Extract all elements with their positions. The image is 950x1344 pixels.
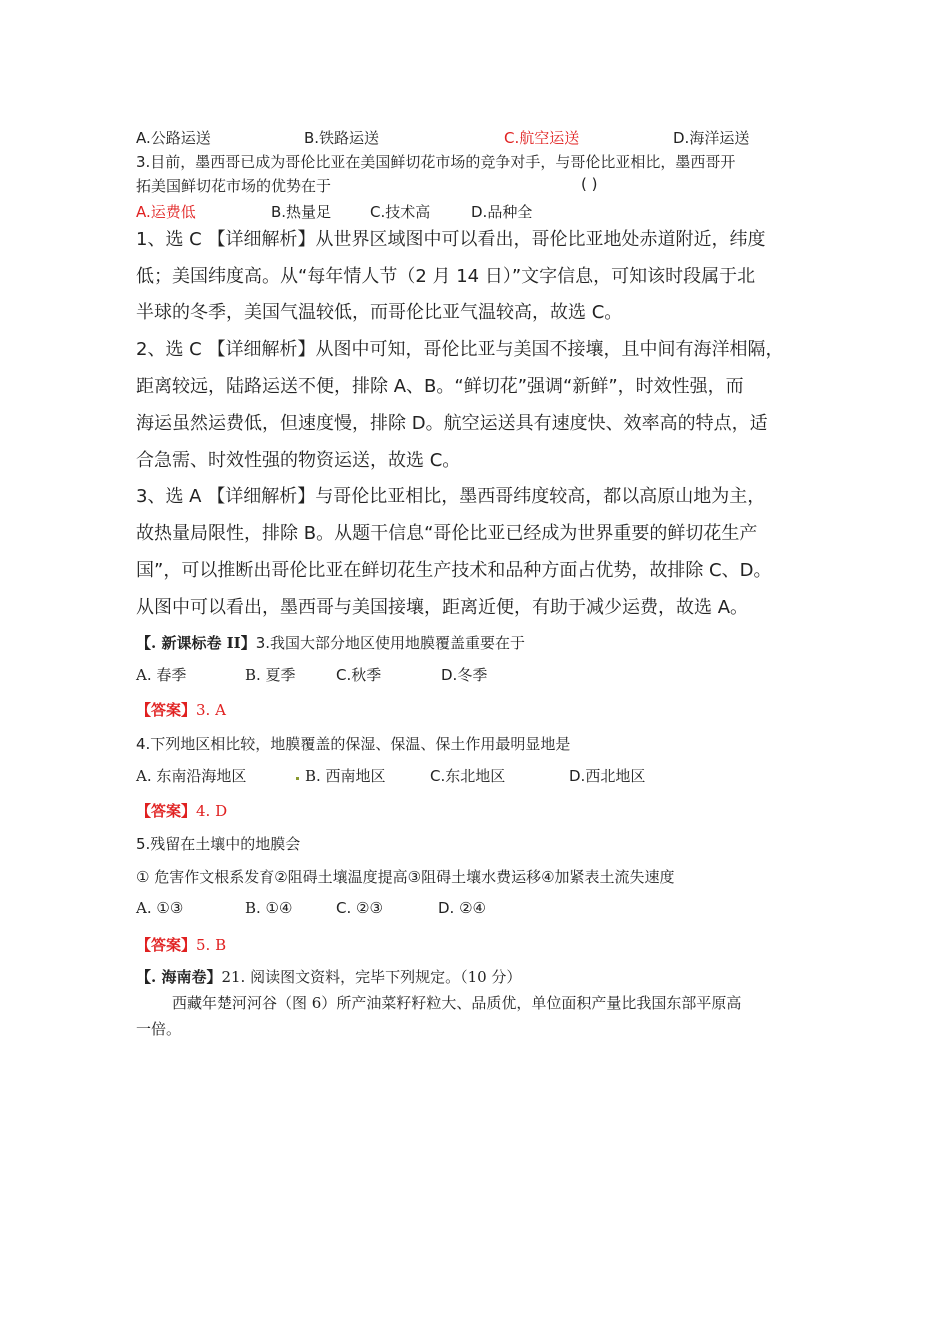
answer-value: 5. B bbox=[196, 936, 227, 954]
q2-option-b: B.铁路运送 bbox=[304, 129, 380, 147]
answer-value: 3. A bbox=[196, 701, 226, 719]
explanation-1-line3: 半球的冬季，美国气温较低，而哥伦比亚气温较高，故选 C。 bbox=[136, 302, 623, 323]
question-5-stem: 5.残留在土壤中的地膜会 bbox=[136, 835, 301, 853]
nq-option-d: D.冬季 bbox=[441, 666, 488, 684]
q4-option-a: A. 东南沿海地区 bbox=[136, 767, 247, 785]
explanation-2-line4: 合急需、时效性强的物资运送，故选 C。 bbox=[136, 450, 461, 471]
q3-stem-line2: 拓美国鲜切花市场的优势在于 bbox=[136, 177, 332, 195]
section-source-label: 【. 海南卷】 bbox=[136, 968, 222, 986]
q5-option-a: A. ①③ bbox=[136, 899, 184, 917]
stray-dot bbox=[296, 777, 299, 780]
nq-option-a: A. 春季 bbox=[136, 666, 187, 684]
q3-option-a: A.运费低 bbox=[136, 203, 196, 221]
answer-label: 【答案】 bbox=[136, 701, 197, 719]
q3-answer-paren: ( ) bbox=[581, 175, 598, 193]
question-4-stem: 4.下列地区相比较，地膜覆盖的保湿、保温、保土作用最明显地是 bbox=[136, 735, 571, 753]
q2-option-a: A.公路运送 bbox=[136, 129, 211, 147]
explanation-3-line3: 国”，可以推断出哥伦比亚在鲜切花生产技术和品种方面占优势，故排除 C、D。 bbox=[136, 560, 772, 581]
q3-option-c: C.技术高 bbox=[370, 203, 431, 221]
q2-option-c: C.航空运送 bbox=[504, 129, 580, 147]
q4-option-d: D.西北地区 bbox=[569, 767, 646, 785]
explanation-1-line1: 1、选 C 【详细解析】从世界区域图中可以看出，哥伦比亚地处赤道附近，纬度 bbox=[136, 229, 766, 250]
section-source-label: 【. 新课标卷 II】 bbox=[136, 634, 256, 652]
nq-option-b: B. 夏季 bbox=[245, 666, 296, 684]
q5-option-d: D. ②④ bbox=[438, 899, 486, 917]
q5-option-c: C. ②③ bbox=[336, 899, 383, 917]
answer-5 bbox=[136, 934, 226, 955]
section-heading-new-curriculum bbox=[136, 632, 525, 653]
explanation-2-line2: 距离较远，陆路运送不便，排除 A、B。“鲜切花”强调“新鲜”，时效性强，而 bbox=[136, 376, 744, 397]
q4-option-b: B. 西南地区 bbox=[305, 767, 386, 785]
answer-4 bbox=[136, 800, 227, 821]
section-heading-hainan bbox=[136, 966, 521, 987]
paragraph-line1: 西藏年楚河河谷（图 6）所产油菜籽籽粒大、品质优，单位面积产量比我国东部平原高 bbox=[172, 994, 742, 1012]
q4-option-c: C.东北地区 bbox=[430, 767, 506, 785]
q3-stem-line1: 3.目前，墨西哥已成为哥伦比亚在美国鲜切花市场的竞争对手，与哥伦比亚相比，墨西哥开 bbox=[136, 153, 736, 171]
answer-3 bbox=[136, 699, 226, 720]
explanation-2-line3: 海运虽然运费低，但速度慢，排除 D。航空运送具有速度快、效率高的特点，适 bbox=[136, 413, 768, 434]
q3-option-b: B.热量足 bbox=[271, 203, 332, 221]
q5-option-b: B. ①④ bbox=[245, 899, 293, 917]
nq-option-c: C.秋季 bbox=[336, 666, 382, 684]
answer-value: 4. D bbox=[196, 802, 228, 820]
question-3-stem: 3.我国大部分地区使用地膜覆盖重要在于 bbox=[255, 634, 526, 652]
question-21-stem: 21. 阅读图文资料，完毕下列规定。（10 分） bbox=[221, 968, 522, 986]
q2-option-d: D.海洋运送 bbox=[673, 129, 750, 147]
explanation-1-line2: 低；美国纬度高。从“每年情人节（2 月 14 日）”文字信息，可知该时段属于北 bbox=[136, 266, 756, 287]
answer-label: 【答案】 bbox=[136, 802, 197, 820]
q3-option-d: D.品种全 bbox=[471, 203, 533, 221]
explanation-3-line1: 3、选 A 【详细解析】与哥伦比亚相比，墨西哥纬度较高，都以高原山地为主， bbox=[136, 486, 766, 507]
explanation-2-line1: 2、选 C 【详细解析】从图中可知，哥伦比亚与美国不接壤，且中间有海洋相隔， bbox=[136, 339, 784, 360]
explanation-3-line2: 故热量局限性，排除 B。从题干信息“哥伦比亚已经成为世界重要的鲜切花生产 bbox=[136, 523, 758, 544]
explanation-3-line4: 从图中可以看出，墨西哥与美国接壤，距离近便，有助于减少运费，故选 A。 bbox=[136, 597, 749, 618]
answer-label: 【答案】 bbox=[136, 936, 197, 954]
paragraph-line2: 一倍。 bbox=[136, 1020, 182, 1038]
question-5-items: ① 危害作文根系发育②阻碍土壤温度提高③阻碍土壤水费运移④加紧表土流失速度 bbox=[136, 868, 675, 886]
